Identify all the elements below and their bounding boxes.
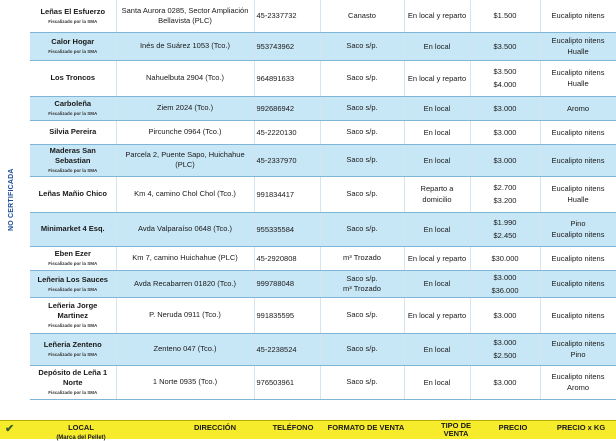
vendor-phone: 991834417 <box>256 189 295 199</box>
sale-type-cell <box>404 365 470 399</box>
sale-type: En local <box>423 41 451 51</box>
vendor-address: Nahuelbuta 2904 (Tco.) <box>146 73 224 82</box>
price-value: $2.700 <box>493 183 517 192</box>
price-cell <box>470 176 540 212</box>
vendor-name-cell <box>30 144 116 176</box>
price-cell <box>470 96 540 120</box>
price-value: $3.000 <box>493 155 517 165</box>
address-cell <box>116 333 254 365</box>
vendor-row <box>30 176 616 212</box>
phone-cell <box>254 297 320 333</box>
price-value: $36.000 <box>491 285 519 295</box>
format-cell <box>320 297 404 333</box>
vendor-address: Km 7, camino Huichahue (PLC) <box>132 253 238 262</box>
format-cell <box>320 333 404 365</box>
price-cell <box>470 60 540 96</box>
checkmark-icon: ✔ <box>5 423 15 435</box>
wood-type-cell <box>540 60 616 96</box>
vendor-phone: 976503961 <box>256 377 295 387</box>
price-value: $1.500 <box>493 11 517 21</box>
vendor-name: Eben Ezer <box>54 249 91 258</box>
price-value: $2.500 <box>493 351 517 360</box>
sale-format: Saco s/p. <box>346 224 378 233</box>
price-value: $3.000 <box>493 377 517 387</box>
wood-type: Eucalipto nitens <box>551 11 605 21</box>
vendor-name-cell <box>30 60 116 96</box>
vendor-phone: 45-2920808 <box>256 253 297 263</box>
vendor-name: Leñas Mañio Chico <box>38 189 107 198</box>
sale-type: En local <box>423 344 451 354</box>
vendor-address: 1 Norte 0935 (Tco.) <box>152 377 218 386</box>
wood-type: Eucalipto nitens <box>551 339 605 348</box>
sale-type-cell <box>404 333 470 365</box>
price-cell <box>470 297 540 333</box>
sale-type: En local <box>423 155 451 165</box>
sale-type: En local y reparto <box>407 253 467 263</box>
wood-type: Eucalipto nitens <box>551 372 605 381</box>
address-cell <box>116 96 254 120</box>
wood-type: Eucalipto nitens <box>551 155 605 165</box>
phone-cell <box>254 144 320 176</box>
format-cell <box>320 270 404 297</box>
address-cell <box>116 0 254 32</box>
format-cell <box>320 60 404 96</box>
price-value: $3.500 <box>493 41 517 51</box>
price-value: $3.500 <box>493 67 517 76</box>
sma-inspected-note: Fiscalizado por la SMA <box>48 168 98 173</box>
vendor-row <box>30 270 616 297</box>
format-cell <box>320 32 404 60</box>
price-value: $3.000 <box>493 338 517 347</box>
sma-inspected-note: Fiscalizado por la SMA <box>48 323 98 328</box>
header-formato: FORMATO DE VENTA <box>327 423 405 432</box>
price-value: $3.200 <box>493 196 517 205</box>
sma-inspected-note: Fiscalizado por la SMA <box>48 390 98 395</box>
address-cell <box>116 60 254 96</box>
price-cell <box>470 120 540 144</box>
price-cell <box>470 32 540 60</box>
sale-type-cell <box>404 246 470 270</box>
phone-cell <box>254 176 320 212</box>
wood-type-cell <box>540 176 616 212</box>
wood-type: Hualle <box>567 47 589 56</box>
wood-type-cell <box>540 120 616 144</box>
sma-inspected-note: Fiscalizado por la SMA <box>48 261 98 266</box>
side-label-column <box>0 0 30 420</box>
vendor-phone: 964891633 <box>256 73 295 83</box>
sale-type-cell <box>404 0 470 32</box>
vendor-address: Avda Valparaíso 0648 (Tco.) <box>138 224 232 233</box>
price-cell <box>470 365 540 399</box>
sale-format: Saco s/p. <box>346 41 378 50</box>
wood-type-cell <box>540 270 616 297</box>
vendor-rows <box>30 0 616 399</box>
sale-type-cell <box>404 212 470 246</box>
column-header-bar <box>0 420 616 439</box>
sma-inspected-note: Fiscalizado por la SMA <box>48 18 98 24</box>
wood-type-cell <box>540 0 616 32</box>
wood-type: Eucalipto nitens <box>551 127 605 137</box>
sale-type-cell <box>404 32 470 60</box>
sale-format: m³ Trozado <box>343 283 381 293</box>
vendor-row <box>30 246 616 270</box>
phone-cell <box>254 365 320 399</box>
format-cell <box>320 96 404 120</box>
wood-type: Pino <box>570 219 586 228</box>
phone-cell <box>254 60 320 96</box>
vendor-row <box>30 60 616 96</box>
sale-type-cell <box>404 270 470 297</box>
vendor-phone: 955335584 <box>256 224 295 234</box>
sale-type: En local <box>423 127 451 137</box>
wood-type-cell <box>540 96 616 120</box>
sale-type-cell <box>404 297 470 333</box>
vendor-row <box>30 212 616 246</box>
price-value: $3.000 <box>493 103 517 113</box>
vendor-name-cell <box>30 120 116 144</box>
wood-type: Pino <box>570 350 586 359</box>
sale-format: Canasto <box>348 10 376 20</box>
vendor-name: Leñas El Esfuerzo <box>40 6 106 16</box>
sale-format: Saco s/p. <box>346 103 378 112</box>
sale-format: Saco s/p. <box>346 73 378 82</box>
price-cell <box>470 333 540 365</box>
wood-type: Eucalipto nitens <box>551 68 605 77</box>
sale-type: En local <box>423 377 451 387</box>
vendor-address: Parcela 2, Puente Sapo, Huichahue (PLC) <box>125 150 245 169</box>
vendor-address: Ziem 2024 (Tco.) <box>156 103 214 112</box>
sale-type: En local y reparto <box>407 11 467 21</box>
price-cell <box>470 144 540 176</box>
header-direccion: DIRECCIÓN <box>193 423 237 432</box>
price-value: $3.000 <box>493 272 517 282</box>
address-cell <box>116 365 254 399</box>
vendor-name-cell <box>30 96 116 120</box>
price-value: $1.990 <box>493 218 517 227</box>
wood-type-cell <box>540 297 616 333</box>
format-cell <box>320 0 404 32</box>
vendor-name: Carboleña <box>54 99 92 108</box>
price-value: $3.000 <box>493 127 517 137</box>
vendor-address: Zenteno 047 (Tco.) <box>153 344 217 353</box>
vendor-name-cell <box>30 333 116 365</box>
vendor-address: Santa Aurora 0285, Sector Ampliación Bellavista (PLC) <box>121 5 249 25</box>
sma-inspected-note: Fiscalizado por la SMA <box>48 286 98 292</box>
wood-type: Hualle <box>567 79 589 88</box>
vendor-name: Los Troncos <box>50 73 96 82</box>
vendor-name: Leñeria Jorge Martinez <box>48 301 98 320</box>
vendor-address: P. Neruda 0911 (Tco.) <box>149 310 221 319</box>
sale-type-cell <box>404 120 470 144</box>
price-cell <box>470 270 540 297</box>
vendor-phone: 999788048 <box>256 279 295 288</box>
format-cell <box>320 144 404 176</box>
address-cell <box>116 176 254 212</box>
address-cell <box>116 144 254 176</box>
sale-type: Reparto a domicilio <box>420 184 454 204</box>
wood-type: Eucalipto nitens <box>551 36 605 45</box>
vendor-phone: 991835595 <box>256 310 295 320</box>
vendor-table <box>30 0 616 400</box>
sale-format: Saco s/p. <box>346 344 378 353</box>
vendor-phone: 992686942 <box>256 103 295 113</box>
vendor-name-cell <box>30 32 116 60</box>
wood-type-cell <box>540 144 616 176</box>
price-value: $2.450 <box>493 231 517 240</box>
sale-type-cell <box>404 144 470 176</box>
vendor-name-cell <box>30 176 116 212</box>
wood-type: Hualle <box>567 195 589 204</box>
vendor-phone: 45-2337732 <box>256 11 297 21</box>
header-precio: PRECIO <box>498 423 528 432</box>
sale-format: Saco s/p. <box>346 377 378 386</box>
vendor-address: Pircunche 0964 (Tco.) <box>148 127 222 136</box>
vendor-row <box>30 32 616 60</box>
vendor-phone: 45-2337970 <box>256 155 297 165</box>
vendor-row <box>30 365 616 399</box>
wood-type: Eucalipto nitens <box>551 279 605 288</box>
sale-type: En local <box>423 224 451 234</box>
price-cell <box>470 212 540 246</box>
wood-type: Eucalipto nitens <box>551 310 605 320</box>
price-value: $4.000 <box>493 80 517 89</box>
phone-cell <box>254 246 320 270</box>
sale-type-cell <box>404 176 470 212</box>
address-cell <box>116 246 254 270</box>
format-cell <box>320 176 404 212</box>
format-cell <box>320 212 404 246</box>
format-cell <box>320 365 404 399</box>
sale-format: Saco s/p. <box>346 127 378 136</box>
vendor-name: Leñeria Los Sauces <box>37 274 108 284</box>
sale-type: En local <box>423 279 451 288</box>
phone-cell <box>254 212 320 246</box>
vendor-name-cell <box>30 365 116 399</box>
address-cell <box>116 32 254 60</box>
sale-type-cell <box>404 60 470 96</box>
phone-cell <box>254 333 320 365</box>
format-cell <box>320 120 404 144</box>
price-value: $30.000 <box>491 253 519 263</box>
sale-type: En local y reparto <box>407 73 467 83</box>
vendor-name-cell <box>30 246 116 270</box>
vendor-name: Minimarket 4 Esq. <box>40 224 105 233</box>
wood-type-cell <box>540 333 616 365</box>
wood-type: Eucalipto nitens <box>551 230 605 239</box>
address-cell <box>116 212 254 246</box>
phone-cell <box>254 270 320 297</box>
header-tipo: TIPO DE VENTA <box>440 421 471 438</box>
vendor-name: Calor Hogar <box>51 37 95 46</box>
wood-type-cell <box>540 365 616 399</box>
wood-type: Aromo <box>566 103 590 113</box>
header-precio-kg: PRECIO x KG <box>556 423 606 432</box>
wood-type-cell <box>540 246 616 270</box>
vendor-name: Silvia Pereira <box>49 127 97 136</box>
price-cell <box>470 0 540 32</box>
vendor-name-cell <box>30 212 116 246</box>
header-telefono: TELÉFONO <box>272 423 314 432</box>
wood-type-cell <box>540 32 616 60</box>
sma-inspected-note: Fiscalizado por la SMA <box>48 111 98 116</box>
phone-cell <box>254 120 320 144</box>
vendor-name: Maderas San Sebastian <box>49 146 96 165</box>
wood-type: Eucalipto nitens <box>551 184 605 193</box>
sale-format: Saco s/p. <box>346 155 378 164</box>
certification-side-label: NO CERTIFICADA <box>8 168 15 232</box>
sale-type: En local <box>423 103 451 113</box>
wood-type: Eucalipto nitens <box>551 253 605 263</box>
address-cell <box>116 297 254 333</box>
vendor-row <box>30 297 616 333</box>
vendor-address: Avda Recabarren 01820 (Tco.) <box>133 278 236 288</box>
wood-type: Aromo <box>566 383 590 392</box>
vendor-address: Inés de Suárez 1053 (Tco.) <box>139 41 231 50</box>
address-cell <box>116 270 254 297</box>
vendor-name-cell <box>30 297 116 333</box>
sale-format: m³ Trozado <box>343 253 381 262</box>
address-cell <box>116 120 254 144</box>
sale-type: En local y reparto <box>407 310 467 320</box>
vendor-name-cell <box>30 0 116 32</box>
sma-inspected-note: Fiscalizado por la SMA <box>48 352 98 357</box>
vendor-phone: 953743962 <box>256 41 295 51</box>
vendor-phone: 45-2238524 <box>256 344 297 354</box>
phone-cell <box>254 32 320 60</box>
vendor-row <box>30 0 616 32</box>
phone-cell <box>254 96 320 120</box>
price-value: $3.000 <box>493 310 517 320</box>
vendor-row <box>30 144 616 176</box>
vendor-name-cell <box>30 270 116 297</box>
sale-format: Saco s/p. <box>346 273 378 283</box>
vendor-name: Depósito de Leña 1 Norte <box>38 368 108 387</box>
vendor-phone: 45-2220130 <box>256 127 297 137</box>
format-cell <box>320 246 404 270</box>
header-local: LOCAL (Marca del Pellet) <box>56 423 106 441</box>
vendor-address: Km 4, camino Chol Chol (Tco.) <box>134 189 236 198</box>
sale-format: Saco s/p. <box>346 189 378 198</box>
sma-inspected-note: Fiscalizado por la SMA <box>48 49 98 54</box>
wood-type-cell <box>540 212 616 246</box>
vendor-row <box>30 120 616 144</box>
vendor-name: Leñeria Zenteno <box>43 340 102 349</box>
sale-format: Saco s/p. <box>346 310 378 319</box>
vendor-row <box>30 333 616 365</box>
price-cell <box>470 246 540 270</box>
phone-cell <box>254 0 320 32</box>
sale-type-cell <box>404 96 470 120</box>
vendor-row <box>30 96 616 120</box>
